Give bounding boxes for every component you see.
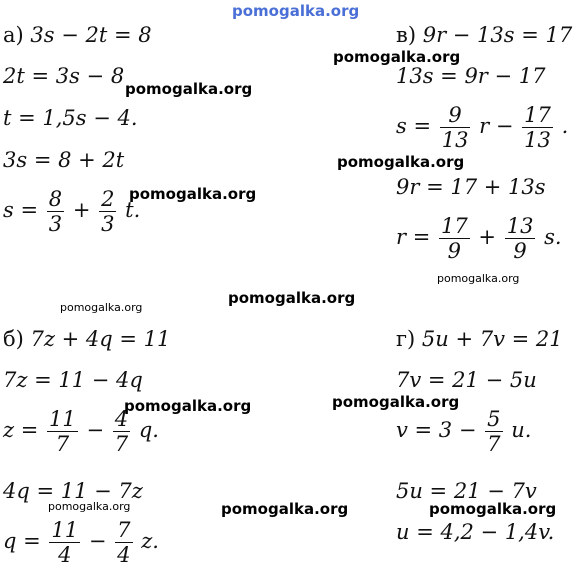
section-b-line-4: 4q = 11 − 7z: [3, 479, 143, 503]
section-g-line-4: 5u = 21 − 7v: [396, 479, 537, 503]
fraction: [115, 518, 132, 567]
section-g-equation: [396, 329, 563, 350]
watermark: pomogalka.org: [333, 48, 461, 66]
variable: r −: [479, 114, 514, 139]
lhs: z =: [3, 418, 39, 443]
numerator: 7: [117, 518, 131, 542]
watermark: pomogalka.org: [129, 185, 257, 203]
denominator: 7: [487, 432, 501, 457]
denominator: 7: [55, 432, 70, 457]
variable: t.: [125, 198, 141, 223]
end-mark: .: [561, 114, 569, 139]
section-a-line-3: t = 1,5s − 4.: [3, 106, 138, 130]
denominator: 4: [117, 543, 131, 568]
watermark: pomogalka.org: [221, 500, 349, 518]
section-v-line-4: 9r = 17 + 13s: [396, 175, 546, 199]
watermark: pomogalka.org: [337, 153, 465, 171]
denominator: 4: [58, 543, 72, 568]
numerator: 8: [48, 187, 63, 211]
section-v-line-5: [396, 214, 562, 263]
fraction: [113, 407, 130, 456]
watermark: pomogalka.org: [60, 301, 143, 314]
section-v-line-3: [396, 103, 568, 152]
lhs: s =: [396, 114, 432, 139]
variable: u.: [511, 418, 532, 443]
watermark: pomogalka.org: [124, 397, 252, 415]
section-g-line-2: 7v = 21 − 5u: [396, 368, 537, 392]
section-g-line-5: u = 4,2 − 1,4v.: [396, 520, 555, 544]
equation-text: 5u + 7v = 21: [421, 327, 563, 351]
denominator: 9: [447, 239, 462, 264]
section-a-line-4: 3s = 8 + 2t: [3, 148, 125, 172]
denominator: 9: [513, 239, 527, 264]
fraction: [440, 103, 471, 152]
fraction: [522, 103, 553, 152]
lhs: v = 3 −: [396, 418, 477, 443]
operator: +: [72, 198, 91, 223]
section-v-equation: [396, 25, 572, 46]
operator: −: [88, 529, 107, 554]
watermark: pomogalka.org: [228, 289, 356, 307]
variable: z.: [141, 529, 159, 554]
operator: −: [86, 418, 105, 443]
fraction: [505, 214, 536, 263]
variable: q.: [138, 418, 159, 443]
section-a-equation: [3, 25, 152, 46]
equation-text: 7z + 4q = 11: [30, 327, 171, 351]
numerator: 4: [114, 407, 129, 431]
lhs: s =: [3, 198, 39, 223]
lhs: r =: [396, 225, 431, 250]
operator: +: [478, 225, 497, 250]
numerator: 9: [440, 103, 471, 128]
numerator: 2: [101, 187, 115, 211]
numerator: 11: [49, 407, 76, 431]
section-a-line-5: [3, 187, 140, 236]
denominator: 3: [101, 212, 115, 237]
section-g-label: г): [396, 327, 416, 351]
numerator: 13: [506, 214, 534, 238]
fraction: [485, 407, 502, 456]
denominator: 7: [114, 432, 129, 457]
variable: s.: [544, 225, 562, 250]
fraction: [47, 187, 64, 236]
section-b-line-2: 7z = 11 − 4q: [3, 368, 143, 392]
section-b-equation: [3, 329, 170, 350]
section-b-line-3: [3, 407, 159, 456]
lhs: q =: [3, 529, 41, 554]
watermark: pomogalka.org: [332, 393, 460, 411]
fraction: [99, 187, 116, 236]
denominator: 3: [48, 212, 63, 237]
fraction: [47, 407, 78, 456]
numerator: 5: [487, 407, 501, 431]
section-a-label: а): [3, 23, 24, 47]
section-b-line-5: [3, 518, 159, 567]
fraction: [439, 214, 470, 263]
numerator: 17: [441, 214, 468, 238]
watermark: pomogalka.org: [48, 500, 131, 513]
numerator: 17: [524, 103, 551, 127]
section-a-line-2: 2t = 3s − 8: [3, 64, 125, 88]
section-v-label: в): [396, 23, 417, 47]
watermark-top: pomogalka.org: [232, 2, 360, 20]
section-v-line-2: 13s = 9r − 17: [396, 64, 546, 88]
denominator: 13: [441, 128, 469, 153]
watermark: pomogalka.org: [125, 80, 253, 98]
section-b-label: б): [3, 327, 24, 351]
denominator: 13: [524, 128, 551, 153]
watermark: pomogalka.org: [437, 272, 520, 285]
section-g-line-3: [396, 407, 531, 456]
numerator: 11: [51, 518, 79, 542]
equation-text: 3s − 2t = 8: [30, 23, 152, 47]
watermark: pomogalka.org: [429, 500, 557, 518]
fraction: [49, 518, 80, 567]
equation-text: 9r − 13s = 17: [422, 23, 573, 47]
